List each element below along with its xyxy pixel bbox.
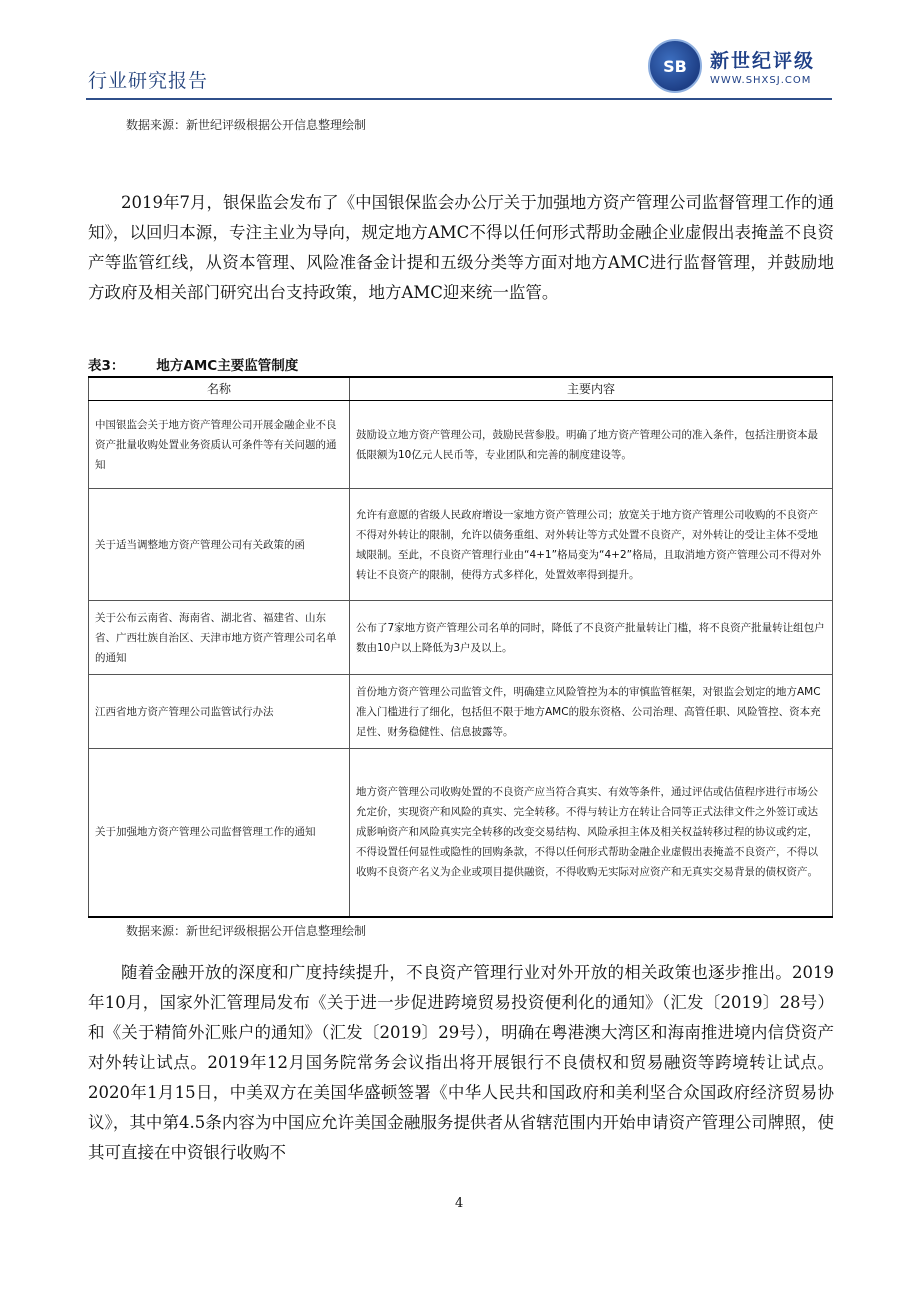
table-caption-label: 表3： [88,358,125,374]
header-cell-content: 主要内容 [350,377,833,401]
logo-name: 新世纪评级 [710,50,816,72]
table-row [89,749,833,917]
regulation-table [88,376,833,918]
header-divider [86,98,832,100]
logo-seal-icon: SB [648,39,702,93]
table-cell-content: 允许有意愿的省级人民政府增设一家地方资产管理公司；放宽关于地方资产管理公司收购的不良资产不得对外转让的限制，允许以债务重组、对外转让等方式处置不良资产，对外转让的受让主体不受地域限制。至此，不良资产管理行业由“4+1”格局变为“4+2”格局，且取消地方资产管理公司不得对外转让不良资产的限制，使得方式多样化，处置效率得到提升。 [350,489,833,601]
table-cell-name: 中国银监会关于地方资产管理公司开展金融企业不良资产批量收购处置业务资质认可条件等有关问题的通知 [89,401,350,489]
table-row [89,489,833,601]
body-paragraph-1: 2019年7月，银保监会发布了《中国银保监会办公厅关于加强地方资产管理公司监督管理工作的通知》，以回归本源，专注主业为导向，规定地方AMC不得以任何形式帮助金融企业虚假出表掩盖不良资产等监管红线，从资本管理、风险准备金计提和五级分类等方面对地方AMC进行监督管理，并鼓励地方政府及相关部门研究出台支持政策，地方AMC迎来统一监管。 [88,193,834,302]
table-row [89,675,833,749]
logo-url: WWW.SHXSJ.COM [710,75,812,86]
table-cell-name: 关于加强地方资产管理公司监督管理工作的通知 [89,749,350,917]
data-source-note-table: 数据来源：新世纪评级根据公开信息整理绘制 [126,924,367,938]
table-cell-content: 鼓励设立地方资产管理公司，鼓励民营参股。明确了地方资产管理公司的准入条件，包括注册资本最低限额为10亿元人民币等，专业团队和完善的制度建设等。 [350,401,833,489]
table-header-row [89,377,833,401]
table-cell-content: 地方资产管理公司收购处置的不良资产应当符合真实、有效等条件，通过评估或估值程序进行市场公允定价，实现资产和风险的真实、完全转移。不得与转让方在转让合同等正式法律文件之外签订或达成影响资产和风险真实完全转移的改变交易结构、风险承担主体及相关权益转移过程的协议或约定，不得设置任何显性或隐性的回购条款，不得以任何形式帮助金融企业虚假出表掩盖不良资产，不得以收购不良资产名义为企业或项目提供融资，不得收购无实际对应资产和无真实交易背景的债权资产。 [350,749,833,917]
table-cell-name: 关于适当调整地方资产管理公司有关政策的函 [89,489,350,601]
data-source-note-top: 数据来源：新世纪评级根据公开信息整理绘制 [126,118,367,132]
table-cell-content: 首份地方资产管理公司监管文件，明确建立风险管控为本的审慎监管框架，对银监会划定的地方AMC准入门槛进行了细化，包括但不限于地方AMC的股东资格、公司治理、高管任职、风险管控、资本充足性、财务稳健性、信息披露等。 [350,675,833,749]
header-cell-name: 名称 [89,377,350,401]
table-row [89,401,833,489]
page-number: 4 [455,1196,464,1211]
table-caption [88,354,298,374]
table-cell-content: 公布了7家地方资产管理公司名单的同时，降低了不良资产批量转让门槛，将不良资产批量转让组包户数由10户以上降低为3户及以上。 [350,601,833,675]
body-paragraph-2: 随着金融开放的深度和广度持续提升，不良资产管理行业对外开放的相关政策也逐步推出。2019年10月，国家外汇管理局发布《关于进一步促进跨境贸易投资便利化的通知》（汇发〔2019〕28号）和《关于精简外汇账户的通知》（汇发〔2019〕29号），明确在粤港澳大湾区和海南推进境内信贷资产对外转让试点。2019年12月国务院常务会议指出将开展银行不良债权和贸易融资等跨境转让试点。2020年1月15日，中美双方在美国华盛顿签署《中华人民共和国政府和美利坚合众国政府经济贸易协议》，其中第4.5条内容为中国应允许美国金融服务提供者从省辖范围内开始申请资产管理公司牌照，使其可直接在中资银行收购不 [88,963,834,1162]
company-logo [648,36,815,96]
table-row [89,601,833,675]
table-cell-name: 江西省地方资产管理公司监管试行办法 [89,675,350,749]
table-cell-name: 关于公布云南省、海南省、湖北省、福建省、山东省、广西壮族自治区、天津市地方资产管理公司名单的通知 [89,601,350,675]
table-caption-title: 地方AMC主要监管制度 [156,358,299,374]
report-type-title: 行业研究报告 [88,70,209,92]
